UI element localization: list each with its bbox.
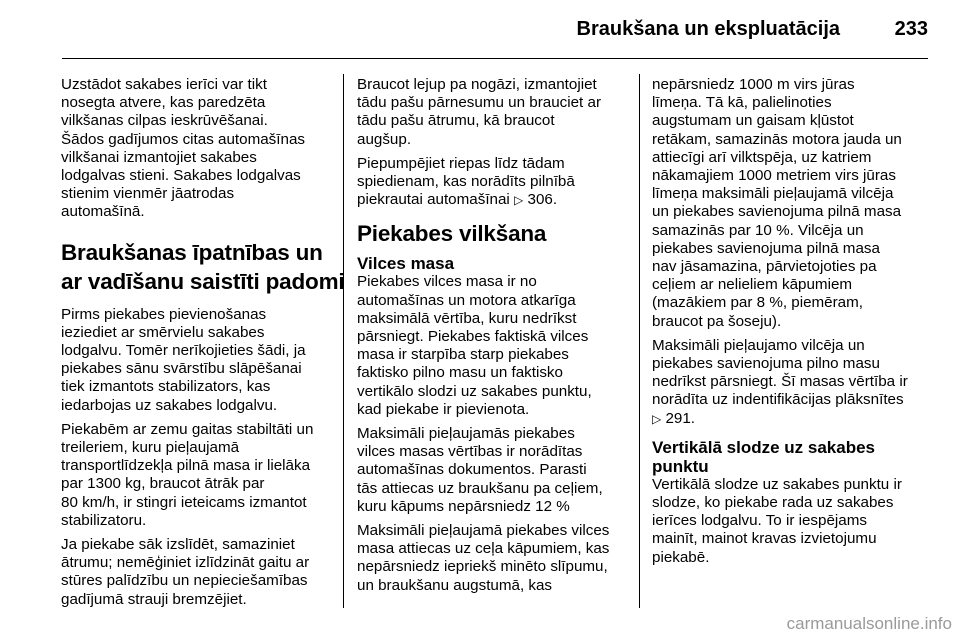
text-line: stūres palīdzību un nepieciešamības bbox=[61, 572, 308, 590]
text-line: samazinās par 10 %. Vilcēja un bbox=[652, 221, 864, 239]
text-line: nosegta atvere, kas paredzēta bbox=[61, 94, 266, 112]
header-rule bbox=[62, 58, 928, 59]
text-line: stienim vienmēr jāatrodas bbox=[61, 185, 235, 203]
paragraph bbox=[652, 337, 924, 428]
text-line: Ja piekabe sāk izslīdēt, samaziniet bbox=[61, 536, 295, 554]
text-line: Maksimāli pieļaujamās piekabes bbox=[357, 425, 575, 443]
text-line: nav jāsamazina, pārvietojoties pa bbox=[652, 258, 877, 276]
column-3 bbox=[652, 76, 924, 573]
text-line: lodgalvu. Tomēr nerīkojieties šādi, ja bbox=[61, 342, 306, 360]
text-line: masa attiecas uz ceļa kāpumiem, kas bbox=[357, 540, 610, 558]
paragraph bbox=[61, 536, 333, 609]
text-line: Pirms piekabes pievienošanas bbox=[61, 305, 267, 323]
text-line: piekabes savienojuma pilnā masa bbox=[652, 239, 880, 257]
text-line: transportlīdzekļa pilnā masa ir lielāka bbox=[61, 457, 311, 475]
paragraph bbox=[357, 425, 629, 516]
text-line: nepārsniedz iepriekš minēto slīpumu, bbox=[357, 558, 608, 576]
text-line: mainīt, mainot kravas izvietojumu bbox=[652, 530, 877, 548]
text-line: stabilizatoru. bbox=[61, 511, 147, 529]
paragraph bbox=[61, 76, 333, 222]
text-line: iedarbojas uz sakabes lodgalvu. bbox=[61, 396, 278, 414]
text-line: tiek izmantots stabilizators, kas bbox=[61, 378, 271, 396]
text-line: pārsniegt. Piekabes faktiskā vilces bbox=[357, 328, 589, 346]
text-line: piekabē. bbox=[652, 548, 710, 566]
text-line: automašīnas dokumentos. Parasti bbox=[357, 461, 587, 479]
text-line: Šādos gadījumos citas automašīnas bbox=[61, 130, 305, 148]
text-line: retākam, samazinās motora jauda un bbox=[652, 130, 902, 148]
text-line: tās attiecas uz braukšanu pa ceļiem, bbox=[357, 479, 603, 497]
running-header: Braukšana un ekspluatācija bbox=[576, 18, 840, 40]
heading-line: Braukšanas īpatnības un bbox=[61, 239, 323, 265]
page-reference-arrow-icon: ▷ bbox=[652, 411, 662, 426]
text-line: Braucot lejup pa nogāzi, izmantojiet bbox=[357, 76, 597, 93]
subsection-heading: Vilces masa bbox=[357, 254, 455, 274]
text-line: tādu pašu ātrumu, kā braucot bbox=[357, 112, 555, 130]
text-line: piekabes savienojuma pilno masu bbox=[652, 355, 880, 373]
text-line: treileriem, kuru pieļaujamā bbox=[61, 439, 240, 457]
paragraph bbox=[357, 155, 629, 210]
paragraph bbox=[61, 421, 333, 530]
text-line: spiedienam, kas norādīts pilnībā bbox=[357, 173, 575, 191]
column-divider bbox=[639, 74, 640, 608]
text-line: 80 km/h, ir stingri ieteicams izmantot bbox=[61, 493, 307, 511]
text-line: braucot pa šoseju). bbox=[652, 312, 782, 330]
text-line bbox=[357, 191, 629, 209]
section-heading bbox=[61, 238, 345, 296]
heading-line: punktu bbox=[652, 456, 709, 476]
text-line: Piekabes vilces masa ir no bbox=[357, 273, 537, 291]
page-reference[interactable]: 291. bbox=[665, 409, 696, 427]
paragraph bbox=[61, 306, 333, 415]
column-1 bbox=[61, 76, 345, 615]
subsection-heading bbox=[652, 438, 924, 476]
text-line: vilkšanas cilpas ieskrūvēšanai. bbox=[61, 112, 268, 130]
text-line: kuru kāpums nepārsniedz 12 % bbox=[357, 497, 570, 515]
text-line bbox=[652, 410, 924, 428]
text-line: ieziediet ar smērvielu sakabes bbox=[61, 323, 265, 341]
text-line: slodze, ko piekabe rada uz sakabes bbox=[652, 494, 894, 512]
paragraph bbox=[652, 76, 924, 331]
text-line: ceļiem ar nelieliem kāpumiem bbox=[652, 276, 853, 294]
column-2 bbox=[357, 76, 629, 601]
section-heading: Piekabes vilkšana bbox=[357, 221, 547, 247]
text-line: un braukšanu augstumā, kas bbox=[357, 576, 553, 594]
text-line: līmeņa. Tā kā, palielinoties bbox=[652, 94, 832, 112]
text-line: Piekabēm ar zemu gaitas stabiltāti un bbox=[61, 420, 314, 438]
text-fragment: piekrautai automašīnai bbox=[357, 191, 510, 209]
text-line: automašīnā. bbox=[61, 203, 145, 221]
text-line: līmeņa maksimāli pieļaujamā vilcēja bbox=[652, 185, 894, 203]
paragraph bbox=[652, 476, 924, 567]
text-line: augstumam un gaisam kļūstot bbox=[652, 112, 854, 130]
paragraph bbox=[357, 522, 629, 595]
text-line: Maksimāli pieļaujamā piekabes vilces bbox=[357, 522, 610, 540]
text-line: nedrīkst pārsniegt. Šī masas vērtība ir bbox=[652, 373, 908, 391]
text-line: automašīnas un motora atkarīga bbox=[357, 291, 576, 309]
heading-line: Vertikālā slodze uz sakabes bbox=[652, 437, 876, 457]
text-line: gadījumā strauji bremzējiet. bbox=[61, 590, 247, 608]
heading-line: ar vadīšanu saistīti padomi bbox=[61, 268, 345, 294]
text-line: vilkšanai izmantojiet sakabes bbox=[61, 148, 257, 166]
text-line: vilces masas vērtības ir norādītas bbox=[357, 443, 583, 461]
column-divider bbox=[343, 74, 344, 608]
text-line: nepārsniedz 1000 m virs jūras bbox=[652, 76, 855, 93]
page-reference-arrow-icon: ▷ bbox=[514, 193, 524, 208]
text-line: piekabes sānu svārstību slāpēšanai bbox=[61, 360, 302, 378]
text-line: Maksimāli pieļaujamo vilcēja un bbox=[652, 336, 865, 354]
text-line: faktisko pilno masu un faktisko bbox=[357, 364, 563, 382]
text-line: (mazākiem par 8 %, piemēram, bbox=[652, 294, 864, 312]
text-line: Piepumpējiet riepas līdz tādam bbox=[357, 154, 565, 172]
paragraph bbox=[357, 76, 629, 149]
text-line: attiecīgi arī vilktspēja, uz katriem bbox=[652, 148, 872, 166]
paragraph bbox=[357, 273, 629, 419]
text-line: masa ir starpība starp piekabes bbox=[357, 346, 569, 364]
text-line: Uzstādot sakabes ierīci var tikt bbox=[61, 76, 267, 93]
text-line: kad piekabe ir pievienota. bbox=[357, 400, 530, 418]
text-line: tādu pašu pārnesumu un brauciet ar bbox=[357, 94, 602, 112]
text-line: ierīces lodgalvu. To ir iespējams bbox=[652, 512, 867, 530]
text-line: norādīta uz indentifikācijas plāksnītes bbox=[652, 391, 904, 409]
text-line: nākamajiem 1000 metriem virs jūras bbox=[652, 167, 896, 185]
text-line: ātrumu; nemēģiniet izlīdzināt gaitu ar bbox=[61, 554, 310, 572]
text-line: maksimālā vērtība, kuru nedrīkst bbox=[357, 309, 577, 327]
watermark: carmanualsonline.info bbox=[786, 614, 952, 633]
text-line: Vertikālā slodze uz sakabes punktu ir bbox=[652, 475, 902, 493]
page-number: 233 bbox=[894, 18, 928, 40]
text-line: augšup. bbox=[357, 130, 412, 148]
text-line: lodgalvas stieni. Sakabes lodgalvas bbox=[61, 167, 301, 185]
text-line: par 1300 kg, braucot ātrāk par bbox=[61, 475, 265, 493]
text-line: vertikālo slodzi uz sakabes punktu, bbox=[357, 382, 592, 400]
page-reference[interactable]: 306. bbox=[527, 191, 558, 209]
text-line: un piekabes savienojuma pilnā masa bbox=[652, 203, 902, 221]
